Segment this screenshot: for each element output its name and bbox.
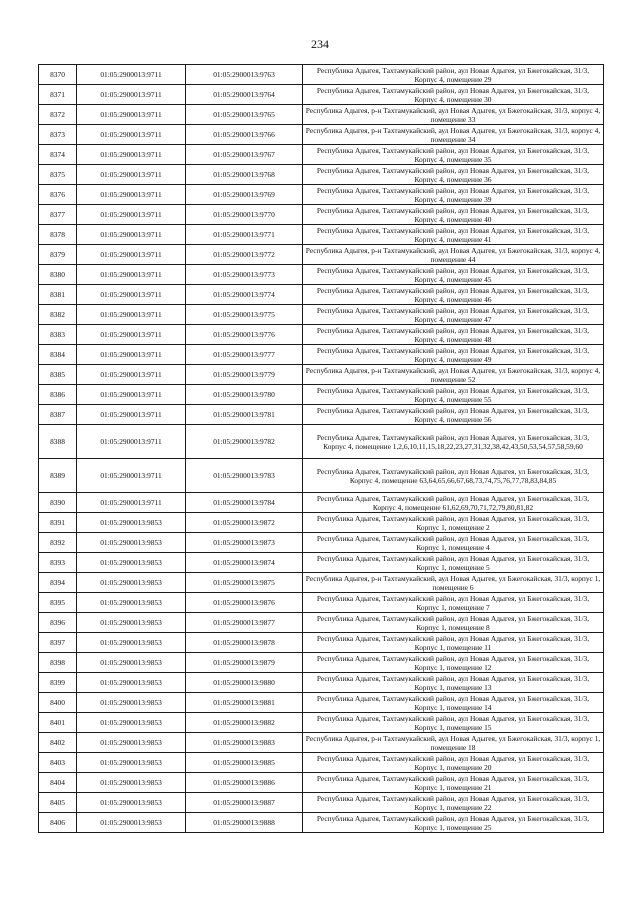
- cadastral-number: 01:05:2900013:9880: [186, 673, 303, 693]
- row-number: 8371: [39, 85, 77, 105]
- address: Республика Адыгея, Тахтамукайский район, аул Новая Адыгея, ул Бжегокайская, 31/3, Корпус 1, помещение 14: [303, 693, 604, 713]
- parent-cadastral-number: 01:05:2900013:9711: [77, 125, 186, 145]
- row-number: 8386: [39, 385, 77, 405]
- table-row: [39, 385, 604, 405]
- parent-cadastral-number: 01:05:2900013:9711: [77, 425, 186, 459]
- parent-cadastral-number: 01:05:2900013:9711: [77, 185, 186, 205]
- table-row: [39, 553, 604, 573]
- parent-cadastral-number: 01:05:2900013:9711: [77, 385, 186, 405]
- row-number: 8374: [39, 145, 77, 165]
- table-row: [39, 105, 604, 125]
- address: Республика Адыгея, Тахтамукайский район, аул Новая Адыгея, ул Бжегокайская, 31/3, Корпус 4, помещение 39: [303, 185, 604, 205]
- address: Республика Адыгея, Тахтамукайский район, аул Новая Адыгея, ул Бжегокайская, 31/3, Корпус 1, помещение 12: [303, 653, 604, 673]
- table-row: [39, 753, 604, 773]
- cadastral-number: 01:05:2900013:9874: [186, 553, 303, 573]
- cadastral-number: 01:05:2900013:9881: [186, 693, 303, 713]
- parent-cadastral-number: 01:05:2900013:9711: [77, 65, 186, 85]
- cadastral-number: 01:05:2900013:9879: [186, 653, 303, 673]
- row-number: 8394: [39, 573, 77, 593]
- cadastral-number: 01:05:2900013:9781: [186, 405, 303, 425]
- row-number: 8384: [39, 345, 77, 365]
- cadastral-number: 01:05:2900013:9784: [186, 493, 303, 513]
- table-row: [39, 573, 604, 593]
- address: Республика Адыгея, Тахтамукайский район, аул Новая Адыгея, ул Бжегокайская, 31/3, Корпус 4, помещение 49: [303, 345, 604, 365]
- parent-cadastral-number: 01:05:2900013:9711: [77, 85, 186, 105]
- row-number: 8370: [39, 65, 77, 85]
- cadastral-number: 01:05:2900013:9763: [186, 65, 303, 85]
- cadastral-number: 01:05:2900013:9882: [186, 713, 303, 733]
- address: Республика Адыгея, р-н Тахтамукайский, аул Новая Адыгея, ул Бжегокайская, 31/3, корпус 4, помещение 44: [303, 245, 604, 265]
- row-number: 8382: [39, 305, 77, 325]
- table-row: [39, 245, 604, 265]
- cadastral-number: 01:05:2900013:9779: [186, 365, 303, 385]
- address: Республика Адыгея, Тахтамукайский район, аул Новая Адыгея, ул Бжегокайская, 31/3, Корпус 4, помещение 30: [303, 85, 604, 105]
- cadastral-number: 01:05:2900013:9766: [186, 125, 303, 145]
- address: Республика Адыгея, р-н Тахтамукайский, аул Новая Адыгея, ул Бжегокайская, 31/3, корпус 4, помещение 52: [303, 365, 604, 385]
- parent-cadastral-number: 01:05:2900013:9853: [77, 593, 186, 613]
- table-row: [39, 285, 604, 305]
- address: Республика Адыгея, Тахтамукайский район, аул Новая Адыгея, ул Бжегокайская, 31/3, Корпус 4, помещение 35: [303, 145, 604, 165]
- address: Республика Адыгея, р-н Тахтамукайский, аул Новая Адыгея, ул Бжегокайская, 31/3, корпус 4, помещение 33: [303, 105, 604, 125]
- cadastral-number: 01:05:2900013:9876: [186, 593, 303, 613]
- address: Республика Адыгея, Тахтамукайский район, аул Новая Адыгея, ул Бжегокайская, 31/3, Корпус 4, помещение 29: [303, 65, 604, 85]
- row-number: 8389: [39, 459, 77, 493]
- table-row: [39, 65, 604, 85]
- table-row: [39, 653, 604, 673]
- table-row: [39, 345, 604, 365]
- table-row: [39, 225, 604, 245]
- cadastral-number: 01:05:2900013:9782: [186, 425, 303, 459]
- parent-cadastral-number: 01:05:2900013:9711: [77, 265, 186, 285]
- address: Республика Адыгея, Тахтамукайский район, аул Новая Адыгея, ул Бжегокайская, 31/3, Корпус 1, помещение 13: [303, 673, 604, 693]
- table-row: [39, 813, 604, 833]
- address: Республика Адыгея, Тахтамукайский район, аул Новая Адыгея, ул Бжегокайская, 31/3, Корпус 1, помещение 11: [303, 633, 604, 653]
- parent-cadastral-number: 01:05:2900013:9853: [77, 793, 186, 813]
- parent-cadastral-number: 01:05:2900013:9711: [77, 205, 186, 225]
- address: Республика Адыгея, р-н Тахтамукайский, аул Новая Адыгея, ул Бжегокайская, 31/3, корпус 1, помещение 18: [303, 733, 604, 753]
- cadastral-number: 01:05:2900013:9883: [186, 733, 303, 753]
- cadastral-number: 01:05:2900013:9885: [186, 753, 303, 773]
- parent-cadastral-number: 01:05:2900013:9853: [77, 693, 186, 713]
- parent-cadastral-number: 01:05:2900013:9853: [77, 533, 186, 553]
- address: Республика Адыгея, Тахтамукайский район, аул Новая Адыгея, ул Бжегокайская, 31/3, Корпус 1, помещение 15: [303, 713, 604, 733]
- row-number: 8388: [39, 425, 77, 459]
- parent-cadastral-number: 01:05:2900013:9711: [77, 305, 186, 325]
- address: Республика Адыгея, Тахтамукайский район, аул Новая Адыгея, ул Бжегокайская, 31/3, Корпус 1, помещение 8: [303, 613, 604, 633]
- address: Республика Адыгея, Тахтамукайский район, аул Новая Адыгея, ул Бжегокайская, 31/3, Корпус 4, помещение 40: [303, 205, 604, 225]
- table-row: [39, 633, 604, 653]
- address: Республика Адыгея, Тахтамукайский район, аул Новая Адыгея, ул Бжегокайская, 31/3, Корпус 4, помещение 46: [303, 285, 604, 305]
- cadastral-number: 01:05:2900013:9780: [186, 385, 303, 405]
- table-row: [39, 185, 604, 205]
- parent-cadastral-number: 01:05:2900013:9711: [77, 245, 186, 265]
- table-row: [39, 513, 604, 533]
- table-row: [39, 205, 604, 225]
- parent-cadastral-number: 01:05:2900013:9853: [77, 513, 186, 533]
- cadastral-number: 01:05:2900013:9875: [186, 573, 303, 593]
- parent-cadastral-number: 01:05:2900013:9853: [77, 613, 186, 633]
- row-number: 8396: [39, 613, 77, 633]
- table-row: [39, 85, 604, 105]
- row-number: 8400: [39, 693, 77, 713]
- address: Республика Адыгея, Тахтамукайский район, аул Новая Адыгея, ул Бжегокайская, 31/3, Корпус 4, помещение 55: [303, 385, 604, 405]
- table-row: [39, 265, 604, 285]
- cadastral-number: 01:05:2900013:9887: [186, 793, 303, 813]
- row-number: 8401: [39, 713, 77, 733]
- table-row: [39, 305, 604, 325]
- row-number: 8378: [39, 225, 77, 245]
- address: Республика Адыгея, Тахтамукайский район, аул Новая Адыгея, ул Бжегокайская, 31/3, Корпус 1, помещение 20: [303, 753, 604, 773]
- address: Республика Адыгея, Тахтамукайский район, аул Новая Адыгея, ул Бжегокайская, 31/3, Корпус 4, помещение 61,62,69,70,71,72,79,80,81,82: [303, 493, 604, 513]
- parent-cadastral-number: 01:05:2900013:9853: [77, 633, 186, 653]
- address: Республика Адыгея, Тахтамукайский район, аул Новая Адыгея, ул Бжегокайская, 31/3, Корпус 4, помещение 56: [303, 405, 604, 425]
- parent-cadastral-number: 01:05:2900013:9853: [77, 653, 186, 673]
- parent-cadastral-number: 01:05:2900013:9711: [77, 105, 186, 125]
- table-row: [39, 733, 604, 753]
- row-number: 8406: [39, 813, 77, 833]
- address: Республика Адыгея, Тахтамукайский район, аул Новая Адыгея, ул Бжегокайская, 31/3, Корпус 4, помещение 41: [303, 225, 604, 245]
- table-row: [39, 165, 604, 185]
- table-row: [39, 365, 604, 385]
- address: Республика Адыгея, Тахтамукайский район, аул Новая Адыгея, ул Бжегокайская, 31/3, Корпус 4, помещение 48: [303, 325, 604, 345]
- row-number: 8381: [39, 285, 77, 305]
- row-number: 8380: [39, 265, 77, 285]
- row-number: 8379: [39, 245, 77, 265]
- register-table-body: [39, 65, 604, 833]
- cadastral-number: 01:05:2900013:9768: [186, 165, 303, 185]
- address: Республика Адыгея, Тахтамукайский район, аул Новая Адыгея, ул Бжегокайская, 31/3, Корпус 1, помещение 2: [303, 513, 604, 533]
- cadastral-number: 01:05:2900013:9774: [186, 285, 303, 305]
- cadastral-number: 01:05:2900013:9767: [186, 145, 303, 165]
- address: Республика Адыгея, Тахтамукайский район, аул Новая Адыгея, ул Бжегокайская, 31/3, Корпус 1, помещение 21: [303, 773, 604, 793]
- parent-cadastral-number: 01:05:2900013:9853: [77, 813, 186, 833]
- cadastral-number: 01:05:2900013:9783: [186, 459, 303, 493]
- row-number: 8375: [39, 165, 77, 185]
- row-number: 8397: [39, 633, 77, 653]
- table-row: [39, 405, 604, 425]
- address: Республика Адыгея, р-н Тахтамукайский, аул Новая Адыгея, ул Бжегокайская, 31/3, корпус 1, помещение 6: [303, 573, 604, 593]
- table-row: [39, 673, 604, 693]
- table-row: [39, 459, 604, 493]
- row-number: 8383: [39, 325, 77, 345]
- address: Республика Адыгея, Тахтамукайский район, аул Новая Адыгея, ул Бжегокайская, 31/3, Корпус 4, помещение 45: [303, 265, 604, 285]
- cadastral-number: 01:05:2900013:9776: [186, 325, 303, 345]
- table-row: [39, 533, 604, 553]
- table-row: [39, 613, 604, 633]
- parent-cadastral-number: 01:05:2900013:9711: [77, 225, 186, 245]
- address: Республика Адыгея, Тахтамукайский район, аул Новая Адыгея, ул Бжегокайская, 31/3, Корпус 4, помещение 63,64,65,66,67,68,73,74,75,76,77,78,83,84,85: [303, 459, 604, 493]
- row-number: 8376: [39, 185, 77, 205]
- table-row: [39, 493, 604, 513]
- cadastral-number: 01:05:2900013:9764: [186, 85, 303, 105]
- parent-cadastral-number: 01:05:2900013:9711: [77, 345, 186, 365]
- register-table: [38, 64, 604, 833]
- row-number: 8393: [39, 553, 77, 573]
- address: Республика Адыгея, Тахтамукайский район, аул Новая Адыгея, ул Бжегокайская, 31/3, Корпус 1, помещение 22: [303, 793, 604, 813]
- parent-cadastral-number: 01:05:2900013:9853: [77, 673, 186, 693]
- address: Республика Адыгея, р-н Тахтамукайский, аул Новая Адыгея, ул Бжегокайская, 31/3, корпус 4, помещение 34: [303, 125, 604, 145]
- address: Республика Адыгея, Тахтамукайский район, аул Новая Адыгея, ул Бжегокайская, 31/3, Корпус 1, помещение 4: [303, 533, 604, 553]
- row-number: 8387: [39, 405, 77, 425]
- cadastral-number: 01:05:2900013:9772: [186, 245, 303, 265]
- row-number: 8390: [39, 493, 77, 513]
- cadastral-number: 01:05:2900013:9769: [186, 185, 303, 205]
- parent-cadastral-number: 01:05:2900013:9853: [77, 773, 186, 793]
- parent-cadastral-number: 01:05:2900013:9711: [77, 165, 186, 185]
- cadastral-number: 01:05:2900013:9777: [186, 345, 303, 365]
- parent-cadastral-number: 01:05:2900013:9711: [77, 493, 186, 513]
- cadastral-number: 01:05:2900013:9877: [186, 613, 303, 633]
- cadastral-number: 01:05:2900013:9775: [186, 305, 303, 325]
- row-number: 8403: [39, 753, 77, 773]
- cadastral-number: 01:05:2900013:9878: [186, 633, 303, 653]
- address: Республика Адыгея, Тахтамукайский район, аул Новая Адыгея, ул Бжегокайская, 31/3, Корпус 4, помещение 1,2,6,10,11,15,18,22,23,27,31,32,38,42,43,50,53,54,57,58,59,60: [303, 425, 604, 459]
- cadastral-number: 01:05:2900013:9872: [186, 513, 303, 533]
- table-row: [39, 145, 604, 165]
- parent-cadastral-number: 01:05:2900013:9711: [77, 145, 186, 165]
- cadastral-number: 01:05:2900013:9765: [186, 105, 303, 125]
- parent-cadastral-number: 01:05:2900013:9711: [77, 325, 186, 345]
- row-number: 8404: [39, 773, 77, 793]
- cadastral-number: 01:05:2900013:9873: [186, 533, 303, 553]
- parent-cadastral-number: 01:05:2900013:9711: [77, 285, 186, 305]
- row-number: 8391: [39, 513, 77, 533]
- table-row: [39, 793, 604, 813]
- parent-cadastral-number: 01:05:2900013:9853: [77, 713, 186, 733]
- parent-cadastral-number: 01:05:2900013:9711: [77, 405, 186, 425]
- row-number: 8372: [39, 105, 77, 125]
- parent-cadastral-number: 01:05:2900013:9711: [77, 365, 186, 385]
- cadastral-number: 01:05:2900013:9770: [186, 205, 303, 225]
- table-row: [39, 693, 604, 713]
- cadastral-number: 01:05:2900013:9886: [186, 773, 303, 793]
- row-number: 8373: [39, 125, 77, 145]
- table-row: [39, 773, 604, 793]
- address: Республика Адыгея, Тахтамукайский район, аул Новая Адыгея, ул Бжегокайская, 31/3, Корпус 4, помещение 47: [303, 305, 604, 325]
- address: Республика Адыгея, Тахтамукайский район, аул Новая Адыгея, ул Бжегокайская, 31/3, Корпус 4, помещение 36: [303, 165, 604, 185]
- parent-cadastral-number: 01:05:2900013:9853: [77, 553, 186, 573]
- row-number: 8392: [39, 533, 77, 553]
- row-number: 8398: [39, 653, 77, 673]
- table-row: [39, 325, 604, 345]
- table-row: [39, 425, 604, 459]
- row-number: 8405: [39, 793, 77, 813]
- row-number: 8402: [39, 733, 77, 753]
- row-number: 8395: [39, 593, 77, 613]
- table-row: [39, 593, 604, 613]
- table-row: [39, 125, 604, 145]
- address: Республика Адыгея, Тахтамукайский район, аул Новая Адыгея, ул Бжегокайская, 31/3, Корпус 1, помещение 7: [303, 593, 604, 613]
- parent-cadastral-number: 01:05:2900013:9711: [77, 459, 186, 493]
- parent-cadastral-number: 01:05:2900013:9853: [77, 753, 186, 773]
- address: Республика Адыгея, Тахтамукайский район, аул Новая Адыгея, ул Бжегокайская, 31/3, Корпус 1, помещение 25: [303, 813, 604, 833]
- row-number: 8399: [39, 673, 77, 693]
- cadastral-number: 01:05:2900013:9773: [186, 265, 303, 285]
- parent-cadastral-number: 01:05:2900013:9853: [77, 733, 186, 753]
- parent-cadastral-number: 01:05:2900013:9853: [77, 573, 186, 593]
- cadastral-number: 01:05:2900013:9771: [186, 225, 303, 245]
- row-number: 8385: [39, 365, 77, 385]
- table-row: [39, 713, 604, 733]
- row-number: 8377: [39, 205, 77, 225]
- cadastral-number: 01:05:2900013:9888: [186, 813, 303, 833]
- page-number: 234: [311, 37, 329, 51]
- address: Республика Адыгея, Тахтамукайский район, аул Новая Адыгея, ул Бжегокайская, 31/3, Корпус 1, помещение 5: [303, 553, 604, 573]
